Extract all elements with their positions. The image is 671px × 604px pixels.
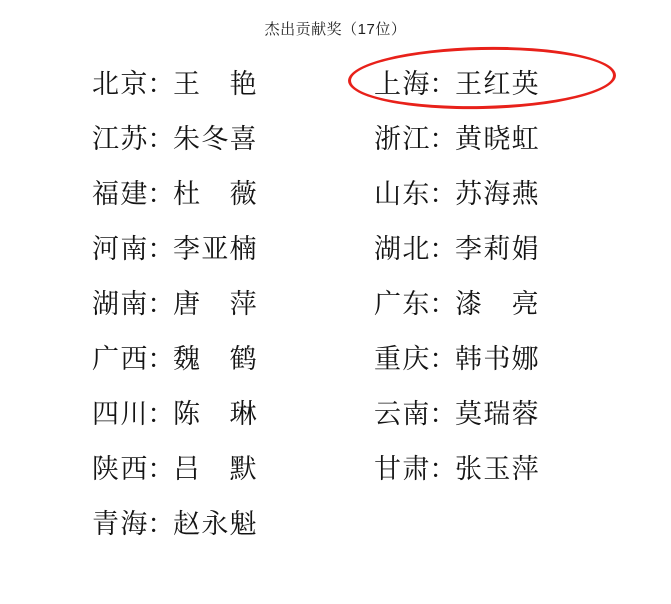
colon-separator: ： [429,344,457,374]
recipient-name: 吕 默 [172,454,257,484]
recipient-name: 韩书娜 [454,344,539,374]
recipient-name: 杜 薇 [172,179,257,209]
recipient-entry [92,456,374,483]
recipient-name: 苏海燕 [454,179,539,209]
recipient-name: 张玉萍 [454,454,539,484]
recipient-name: 朱冬喜 [172,124,257,154]
award-recipient-list [0,57,671,552]
colon-separator: ： [147,234,175,264]
colon-separator: ： [147,69,175,99]
recipient-entry [92,291,374,318]
colon-separator: ： [429,289,457,319]
region-label: 青海 [92,509,148,539]
colon-separator: ： [147,289,175,319]
recipient-name: 漆 亮 [454,289,539,319]
colon-separator: ： [429,454,457,484]
list-row [92,442,631,497]
recipient-entry [92,511,374,538]
recipient-name: 唐 萍 [172,289,257,319]
list-row [92,112,631,167]
colon-separator: ： [429,124,457,154]
recipient-name: 赵永魁 [172,509,257,539]
recipient-entry [92,181,374,208]
recipient-name: 黄晓虹 [454,124,539,154]
recipient-name: 王红英 [454,69,539,99]
region-label: 陕西 [92,454,148,484]
recipient-entry [92,236,374,263]
recipient-entry [374,401,656,428]
list-row [92,332,631,387]
region-label: 云南 [374,399,430,429]
recipient-name: 李莉娟 [454,234,539,264]
recipient-entry [374,126,656,153]
colon-separator: ： [147,344,175,374]
region-label: 重庆 [374,344,430,374]
colon-separator: ： [147,454,175,484]
region-label: 河南 [92,234,148,264]
region-label: 四川 [92,399,148,429]
recipient-name: 魏 鹤 [172,344,257,374]
recipient-entry [92,126,374,153]
region-label: 江苏 [92,124,148,154]
list-row [92,167,631,222]
region-label: 山东 [374,179,430,209]
region-label: 广西 [92,344,148,374]
list-row [92,57,631,112]
recipient-entry [374,291,656,318]
recipient-entry [92,346,374,373]
recipient-entry [374,346,656,373]
colon-separator: ： [147,179,175,209]
recipient-entry [374,181,656,208]
colon-separator: ： [429,234,457,264]
list-row [92,222,631,277]
colon-separator: ： [147,509,175,539]
region-label: 广东 [374,289,430,319]
list-row [92,277,631,332]
recipient-name: 李亚楠 [172,234,257,264]
colon-separator: ： [429,399,457,429]
list-row [92,387,631,442]
recipient-entry [92,71,374,98]
region-label: 浙江 [374,124,430,154]
recipient-name: 王 艳 [172,69,257,99]
recipient-name: 陈 琳 [172,399,257,429]
region-label: 福建 [92,179,148,209]
page-title: 杰出贡献奖（17位） [264,21,407,38]
region-label: 湖南 [92,289,148,319]
list-row [92,497,631,552]
region-label: 上海 [374,69,430,99]
region-label: 北京 [92,69,148,99]
recipient-name: 莫瑞蓉 [454,399,539,429]
recipient-entry-highlighted [374,71,656,98]
colon-separator: ： [147,124,175,154]
recipient-entry [92,401,374,428]
recipient-entry [374,456,656,483]
region-label: 甘肃 [374,454,430,484]
recipient-entry [374,236,656,263]
colon-separator: ： [429,69,457,99]
colon-separator: ： [429,179,457,209]
colon-separator: ： [147,399,175,429]
region-label: 湖北 [374,234,430,264]
